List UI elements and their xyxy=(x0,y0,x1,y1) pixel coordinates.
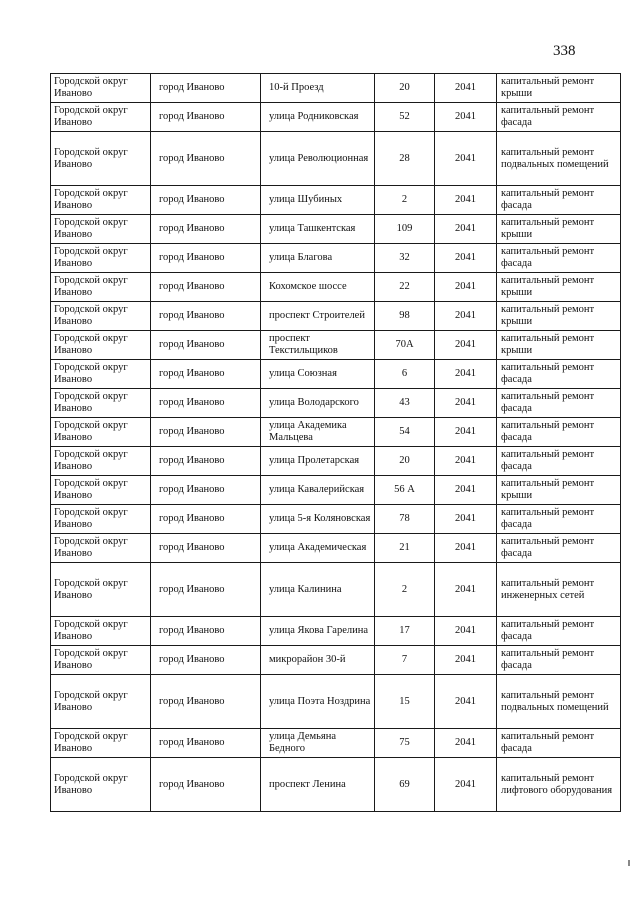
work-type-cell: капитальный ремонт фасада xyxy=(497,505,621,534)
work-type-cell: капитальный ремонт крыши xyxy=(497,302,621,331)
table-row xyxy=(51,244,621,273)
house-number-cell: 28 xyxy=(375,132,435,186)
city-cell: город Иваново xyxy=(151,244,261,273)
street-cell: улица Благова xyxy=(261,244,375,273)
street-cell: улица Ташкентская xyxy=(261,215,375,244)
work-type-cell: капитальный ремонт фасада xyxy=(497,360,621,389)
work-type-cell: капитальный ремонт фасада xyxy=(497,244,621,273)
page-number: 338 xyxy=(553,43,576,59)
municipality-cell: Городской округ Иваново xyxy=(51,302,151,331)
table-row xyxy=(51,534,621,563)
street-cell: 10-й Проезд xyxy=(261,74,375,103)
city-cell: город Иваново xyxy=(151,447,261,476)
municipality-cell: Городской округ Иваново xyxy=(51,476,151,505)
street-cell: улица Кавалерийская xyxy=(261,476,375,505)
city-cell: город Иваново xyxy=(151,360,261,389)
street-cell: улица Пролетарская xyxy=(261,447,375,476)
municipality-cell: Городской округ Иваново xyxy=(51,617,151,646)
table-row xyxy=(51,186,621,215)
city-cell: город Иваново xyxy=(151,534,261,563)
table-row xyxy=(51,273,621,302)
year-cell: 2041 xyxy=(435,186,497,215)
work-type-cell: капитальный ремонт фасада xyxy=(497,389,621,418)
year-cell: 2041 xyxy=(435,646,497,675)
table-row xyxy=(51,74,621,103)
year-cell: 2041 xyxy=(435,476,497,505)
work-type-cell: капитальный ремонт крыши xyxy=(497,273,621,302)
work-type-cell: капитальный ремонт фасада xyxy=(497,103,621,132)
municipality-cell: Городской округ Иваново xyxy=(51,215,151,244)
table-row xyxy=(51,360,621,389)
table-row xyxy=(51,646,621,675)
year-cell: 2041 xyxy=(435,389,497,418)
city-cell: город Иваново xyxy=(151,186,261,215)
year-cell: 2041 xyxy=(435,447,497,476)
table-row xyxy=(51,389,621,418)
work-type-cell: капитальный ремонт фасада xyxy=(497,418,621,447)
house-number-cell: 54 xyxy=(375,418,435,447)
city-cell: город Иваново xyxy=(151,389,261,418)
year-cell: 2041 xyxy=(435,302,497,331)
table-row xyxy=(51,729,621,758)
work-type-cell: капитальный ремонт фасада xyxy=(497,617,621,646)
table-row xyxy=(51,758,621,812)
street-cell: проспект Ленина xyxy=(261,758,375,812)
city-cell: город Иваново xyxy=(151,758,261,812)
street-cell: улица Шубиных xyxy=(261,186,375,215)
municipality-cell: Городской округ Иваново xyxy=(51,563,151,617)
city-cell: город Иваново xyxy=(151,132,261,186)
municipality-cell: Городской округ Иваново xyxy=(51,132,151,186)
municipality-cell: Городской округ Иваново xyxy=(51,273,151,302)
municipality-cell: Городской округ Иваново xyxy=(51,675,151,729)
work-type-cell: капитальный ремонт фасада xyxy=(497,534,621,563)
house-number-cell: 2 xyxy=(375,563,435,617)
work-type-cell: капитальный ремонт крыши xyxy=(497,215,621,244)
work-type-cell: капитальный ремонт подвальных помещений xyxy=(497,675,621,729)
year-cell: 2041 xyxy=(435,758,497,812)
city-cell: город Иваново xyxy=(151,418,261,447)
year-cell: 2041 xyxy=(435,563,497,617)
table-row xyxy=(51,563,621,617)
year-cell: 2041 xyxy=(435,132,497,186)
work-type-cell: капитальный ремонт крыши xyxy=(497,331,621,360)
municipality-cell: Городской округ Иваново xyxy=(51,534,151,563)
street-cell: улица Якова Гарелина xyxy=(261,617,375,646)
street-cell: улица Союзная xyxy=(261,360,375,389)
house-number-cell: 2 xyxy=(375,186,435,215)
table-row xyxy=(51,103,621,132)
municipality-cell: Городской округ Иваново xyxy=(51,758,151,812)
work-type-cell: капитальный ремонт крыши xyxy=(497,476,621,505)
house-number-cell: 15 xyxy=(375,675,435,729)
city-cell: город Иваново xyxy=(151,505,261,534)
house-number-cell: 20 xyxy=(375,74,435,103)
house-number-cell: 52 xyxy=(375,103,435,132)
city-cell: город Иваново xyxy=(151,273,261,302)
street-cell: улица Родниковская xyxy=(261,103,375,132)
house-number-cell: 109 xyxy=(375,215,435,244)
table-row xyxy=(51,447,621,476)
municipality-cell: Городской округ Иваново xyxy=(51,646,151,675)
repair-schedule-table xyxy=(50,73,621,812)
house-number-cell: 6 xyxy=(375,360,435,389)
municipality-cell: Городской округ Иваново xyxy=(51,729,151,758)
municipality-cell: Городской округ Иваново xyxy=(51,331,151,360)
city-cell: город Иваново xyxy=(151,646,261,675)
city-cell: город Иваново xyxy=(151,215,261,244)
table-row xyxy=(51,418,621,447)
year-cell: 2041 xyxy=(435,244,497,273)
year-cell: 2041 xyxy=(435,505,497,534)
city-cell: город Иваново xyxy=(151,302,261,331)
work-type-cell: капитальный ремонт инженерных сетей xyxy=(497,563,621,617)
municipality-cell: Городской округ Иваново xyxy=(51,447,151,476)
municipality-cell: Городской округ Иваново xyxy=(51,505,151,534)
work-type-cell: капитальный ремонт подвальных помещений xyxy=(497,132,621,186)
city-cell: город Иваново xyxy=(151,729,261,758)
house-number-cell: 22 xyxy=(375,273,435,302)
year-cell: 2041 xyxy=(435,331,497,360)
house-number-cell: 7 xyxy=(375,646,435,675)
work-type-cell: капитальный ремонт лифтового оборудования xyxy=(497,758,621,812)
table-row xyxy=(51,617,621,646)
year-cell: 2041 xyxy=(435,215,497,244)
street-cell: улица Калинина xyxy=(261,563,375,617)
house-number-cell: 56 А xyxy=(375,476,435,505)
year-cell: 2041 xyxy=(435,360,497,389)
table-row xyxy=(51,302,621,331)
house-number-cell: 20 xyxy=(375,447,435,476)
street-cell: улица 5-я Коляновская xyxy=(261,505,375,534)
house-number-cell: 32 xyxy=(375,244,435,273)
street-cell: улица Демьяна Бедного xyxy=(261,729,375,758)
work-type-cell: капитальный ремонт фасада xyxy=(497,447,621,476)
city-cell: город Иваново xyxy=(151,617,261,646)
municipality-cell: Городской округ Иваново xyxy=(51,103,151,132)
house-number-cell: 21 xyxy=(375,534,435,563)
municipality-cell: Городской округ Иваново xyxy=(51,186,151,215)
street-cell: Кохомское шоссе xyxy=(261,273,375,302)
house-number-cell: 78 xyxy=(375,505,435,534)
street-cell: улица Революционная xyxy=(261,132,375,186)
street-cell: улица Володарского xyxy=(261,389,375,418)
street-cell: улица Академика Мальцева xyxy=(261,418,375,447)
year-cell: 2041 xyxy=(435,74,497,103)
house-number-cell: 98 xyxy=(375,302,435,331)
street-cell: проспект Строителей xyxy=(261,302,375,331)
work-type-cell: капитальный ремонт фасада xyxy=(497,186,621,215)
year-cell: 2041 xyxy=(435,103,497,132)
table-body xyxy=(51,74,621,812)
table-row xyxy=(51,505,621,534)
year-cell: 2041 xyxy=(435,534,497,563)
house-number-cell: 75 xyxy=(375,729,435,758)
year-cell: 2041 xyxy=(435,729,497,758)
street-cell: микрорайон 30-й xyxy=(261,646,375,675)
year-cell: 2041 xyxy=(435,273,497,302)
table-row xyxy=(51,331,621,360)
municipality-cell: Городской округ Иваново xyxy=(51,244,151,273)
table-row xyxy=(51,132,621,186)
city-cell: город Иваново xyxy=(151,563,261,617)
city-cell: город Иваново xyxy=(151,103,261,132)
table-row xyxy=(51,675,621,729)
scan-artifact xyxy=(628,860,630,866)
house-number-cell: 43 xyxy=(375,389,435,418)
municipality-cell: Городской округ Иваново xyxy=(51,418,151,447)
year-cell: 2041 xyxy=(435,418,497,447)
municipality-cell: Городской округ Иваново xyxy=(51,389,151,418)
city-cell: город Иваново xyxy=(151,74,261,103)
city-cell: город Иваново xyxy=(151,331,261,360)
street-cell: улица Поэта Ноздрина xyxy=(261,675,375,729)
table-row xyxy=(51,215,621,244)
year-cell: 2041 xyxy=(435,675,497,729)
municipality-cell: Городской округ Иваново xyxy=(51,74,151,103)
street-cell: улица Академическая xyxy=(261,534,375,563)
house-number-cell: 70А xyxy=(375,331,435,360)
table-row xyxy=(51,476,621,505)
house-number-cell: 69 xyxy=(375,758,435,812)
work-type-cell: капитальный ремонт фасада xyxy=(497,646,621,675)
city-cell: город Иваново xyxy=(151,675,261,729)
year-cell: 2041 xyxy=(435,617,497,646)
municipality-cell: Городской округ Иваново xyxy=(51,360,151,389)
street-cell: проспект Текстильщиков xyxy=(261,331,375,360)
city-cell: город Иваново xyxy=(151,476,261,505)
work-type-cell: капитальный ремонт крыши xyxy=(497,74,621,103)
house-number-cell: 17 xyxy=(375,617,435,646)
work-type-cell: капитальный ремонт фасада xyxy=(497,729,621,758)
